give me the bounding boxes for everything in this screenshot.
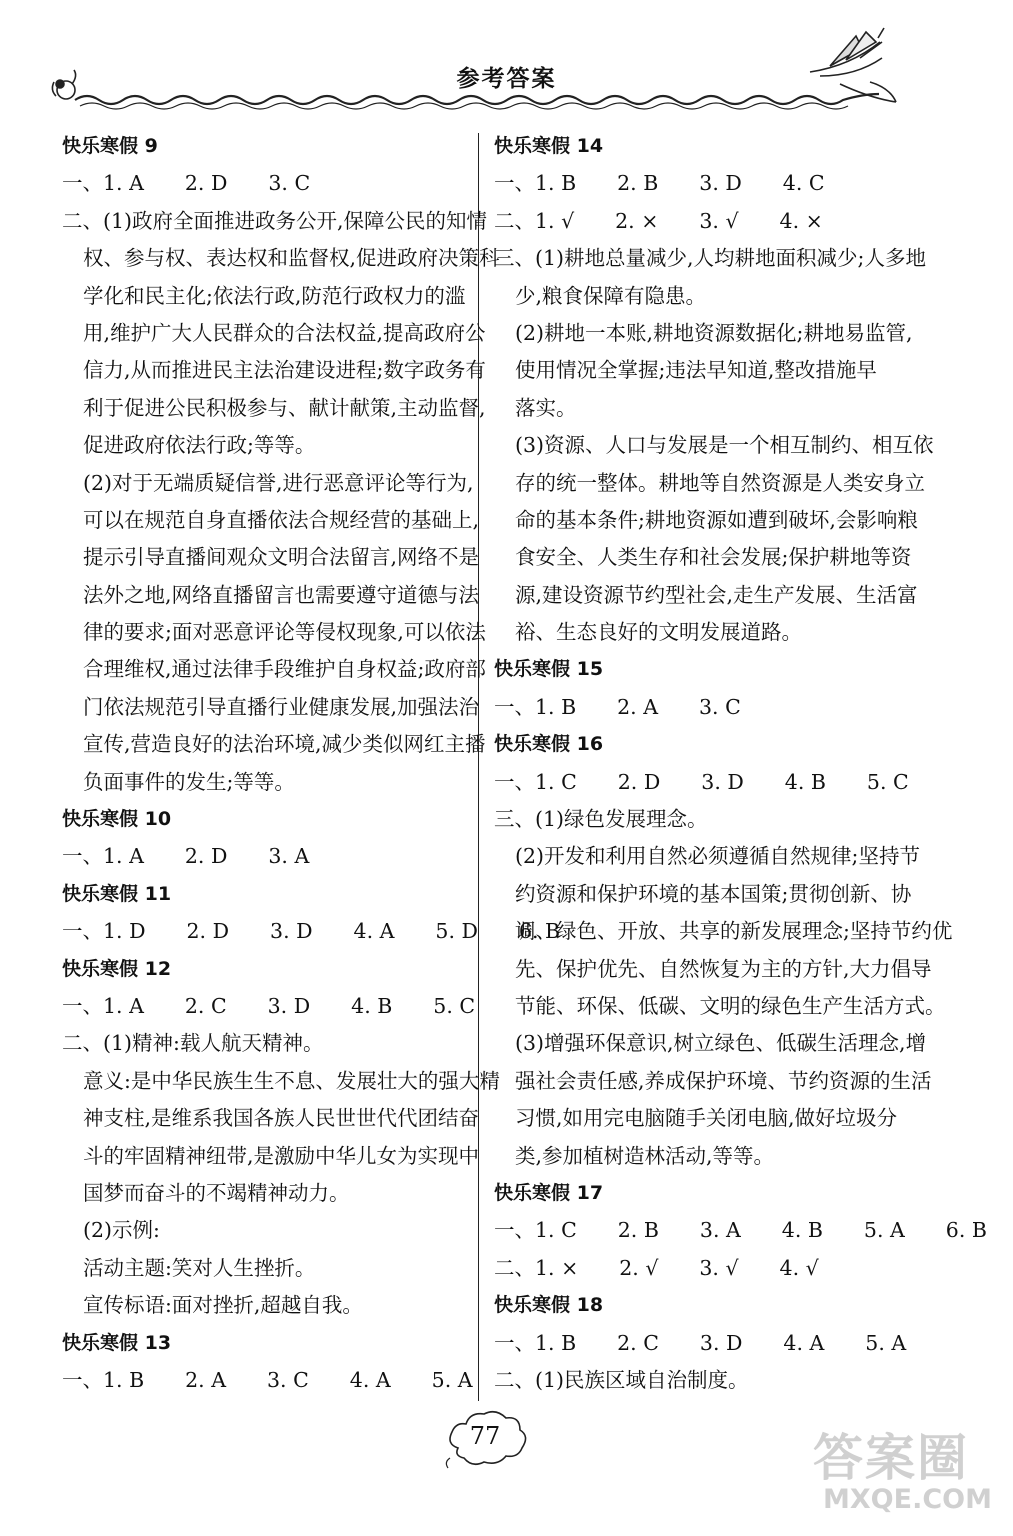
answer-line: 国梦而奋斗的不竭精神动力。: [83, 1180, 350, 1205]
answer-line: 一、1. A 2. D 3. A: [62, 844, 310, 869]
answer-line: (2)示例:: [83, 1218, 160, 1243]
right-answer-column: [494, 128, 987, 1399]
answer-line: 约资源和保护环境的基本国策;贯彻创新、协: [515, 881, 912, 906]
answer-line: 二、(1)政府全面推进政务公开,保障公民的知情: [62, 208, 488, 233]
answer-line: 学化和民主化;依法行政,防范行政权力的滥: [83, 283, 466, 308]
section-heading: 快乐寒假 17: [494, 1181, 604, 1204]
answer-line: 一、1. B 2. A 3. C 4. A 5. A: [62, 1367, 473, 1392]
section-heading: 快乐寒假 10: [62, 808, 172, 831]
page-header: [0, 0, 1013, 120]
answer-line: 节能、环保、低碳、文明的绿色生产生活方式。: [515, 993, 946, 1018]
answer-line: 命的基本条件;耕地资源如遭到破坏,会影响粮: [515, 507, 918, 532]
answer-line: 可以在规范自身直播依法合规经营的基础上,: [83, 507, 480, 532]
answer-line: 一、1. A 2. C 3. D 4. B 5. C: [62, 993, 476, 1018]
answer-line: 意义:是中华民族生生不息、发展壮大的强大精: [83, 1068, 500, 1093]
answer-line: 一、1. B 2. B 3. D 4. C: [494, 171, 825, 196]
answer-line: 调、绿色、开放、共享的新发展理念;坚持节约优: [515, 919, 953, 944]
answer-line: 少,粮食保障有隐患。: [515, 283, 707, 308]
answer-line: 强社会责任感,养成保护环境、节约资源的生活: [515, 1068, 932, 1093]
answer-line: 用,维护广大人民群众的合法权益,提高政府公: [83, 320, 486, 345]
answer-line: 促进政府依法行政;等等。: [83, 433, 316, 458]
site-watermark: [813, 1418, 1003, 1528]
answer-line: 一、1. D 2. D 3. D 4. A 5. D 6. B: [62, 919, 561, 944]
section-heading: 快乐寒假 13: [62, 1331, 172, 1354]
answer-line: 一、1. C 2. D 3. D 4. B 5. C: [494, 769, 909, 794]
answer-line: 斗的牢固精神纽带,是激励中华儿女为实现中: [83, 1143, 480, 1168]
answer-line: 门依法规范引导直播行业健康发展,加强法治: [83, 694, 480, 719]
answer-line: 存的统一整体。耕地等自然资源是人类安身立: [515, 470, 925, 495]
page-number-badge: [440, 1408, 530, 1470]
answer-line: 法外之地,网络直播留言也需要遵守道德与法: [83, 582, 480, 607]
page-number: 77: [469, 1422, 501, 1450]
section-heading: 快乐寒假 16: [494, 733, 604, 756]
answer-line: 二、(1)精神:载人航天精神。: [62, 1031, 324, 1056]
answer-line: 类,参加植树造林活动,等等。: [515, 1143, 775, 1168]
section-heading: 快乐寒假 15: [494, 658, 604, 681]
answer-line: 食安全、人类生存和社会发展;保护耕地等资: [515, 545, 912, 570]
answer-line: 使用情况全掌握;违法早知道,整改措施早: [515, 358, 877, 383]
answer-line: (3)增强环保意识,树立绿色、低碳生活理念,增: [515, 1031, 927, 1056]
answer-line: (2)开发和利用自然必须遵循自然规律;坚持节: [515, 844, 920, 869]
answer-line: 律的要求;面对恶意评论等侵权现象,可以依法: [83, 620, 486, 645]
answer-line: 宣传标语:面对挫折,超越自我。: [83, 1293, 363, 1318]
answer-line: (2)耕地一本账,耕地资源数据化;耕地易监管,: [515, 320, 913, 345]
watermark-logo-text: 答案圈: [813, 1429, 969, 1487]
answer-line: 信力,从而推进民主法治建设进程;数字政务有: [83, 358, 486, 383]
section-heading: 快乐寒假 9: [62, 135, 158, 157]
answer-line: 活动主题:笑对人生挫折。: [83, 1255, 316, 1280]
answer-line: 一、1. B 2. C 3. D 4. A 5. A: [494, 1330, 907, 1355]
answer-line: 二、1. × 2. √ 3. √ 4. √: [494, 1255, 819, 1280]
answer-line: 一、1. B 2. A 3. C: [494, 694, 741, 719]
answer-line: 合理维权,通过法律手段维护自身权益;政府部: [83, 657, 486, 682]
answer-line: 二、1. √ 2. × 3. √ 4. ×: [494, 208, 823, 233]
answer-line: 提示引导直播间观众文明合法留言,网络不是: [83, 545, 480, 570]
answer-line: 二、(1)民族区域自治制度。: [494, 1367, 749, 1392]
answer-line: (3)资源、人口与发展是一个相互制约、相互依: [515, 433, 934, 458]
answer-line: 先、保护优先、自然恢复为主的方针,大力倡导: [515, 956, 932, 981]
answer-line: 一、1. A 2. D 3. C: [62, 171, 311, 196]
answer-line: 三、(1)耕地总量减少,人均耕地面积减少;人多地: [494, 246, 926, 271]
answer-line: 权、参与权、表达权和监督权,促进政府决策科: [83, 246, 500, 271]
answer-line: 习惯,如用完电脑随手关闭电脑,做好垃圾分: [515, 1106, 898, 1131]
answer-line: 三、(1)绿色发展理念。: [494, 807, 708, 832]
answer-line: 一、1. C 2. B 3. A 4. B 5. A 6. B: [494, 1218, 987, 1243]
answer-line: 负面事件的发生;等等。: [83, 769, 295, 794]
section-heading: 快乐寒假 11: [62, 882, 172, 905]
answer-line: (2)对于无端质疑信誉,进行恶意评论等行为,: [83, 470, 474, 495]
answer-line: 宣传,营造良好的法治环境,减少类似网红主播: [83, 732, 486, 757]
section-heading: 快乐寒假 18: [494, 1294, 604, 1317]
answer-line: 神支柱,是维系我国各族人民世世代代团结奋: [83, 1106, 480, 1131]
answer-line: 利于促进公民积极参与、献计献策,主动监督,: [83, 395, 486, 420]
page-title: 参考答案: [456, 66, 557, 92]
section-heading: 快乐寒假 14: [494, 135, 604, 157]
answer-line: 源,建设资源节约型社会,走生产发展、生活富: [515, 582, 918, 607]
answer-line: 落实。: [515, 395, 577, 420]
watermark-url: MXQE.COM: [823, 1484, 992, 1515]
answer-line: 裕、生态良好的文明发展道路。: [515, 620, 802, 645]
section-heading: 快乐寒假 12: [62, 957, 172, 980]
